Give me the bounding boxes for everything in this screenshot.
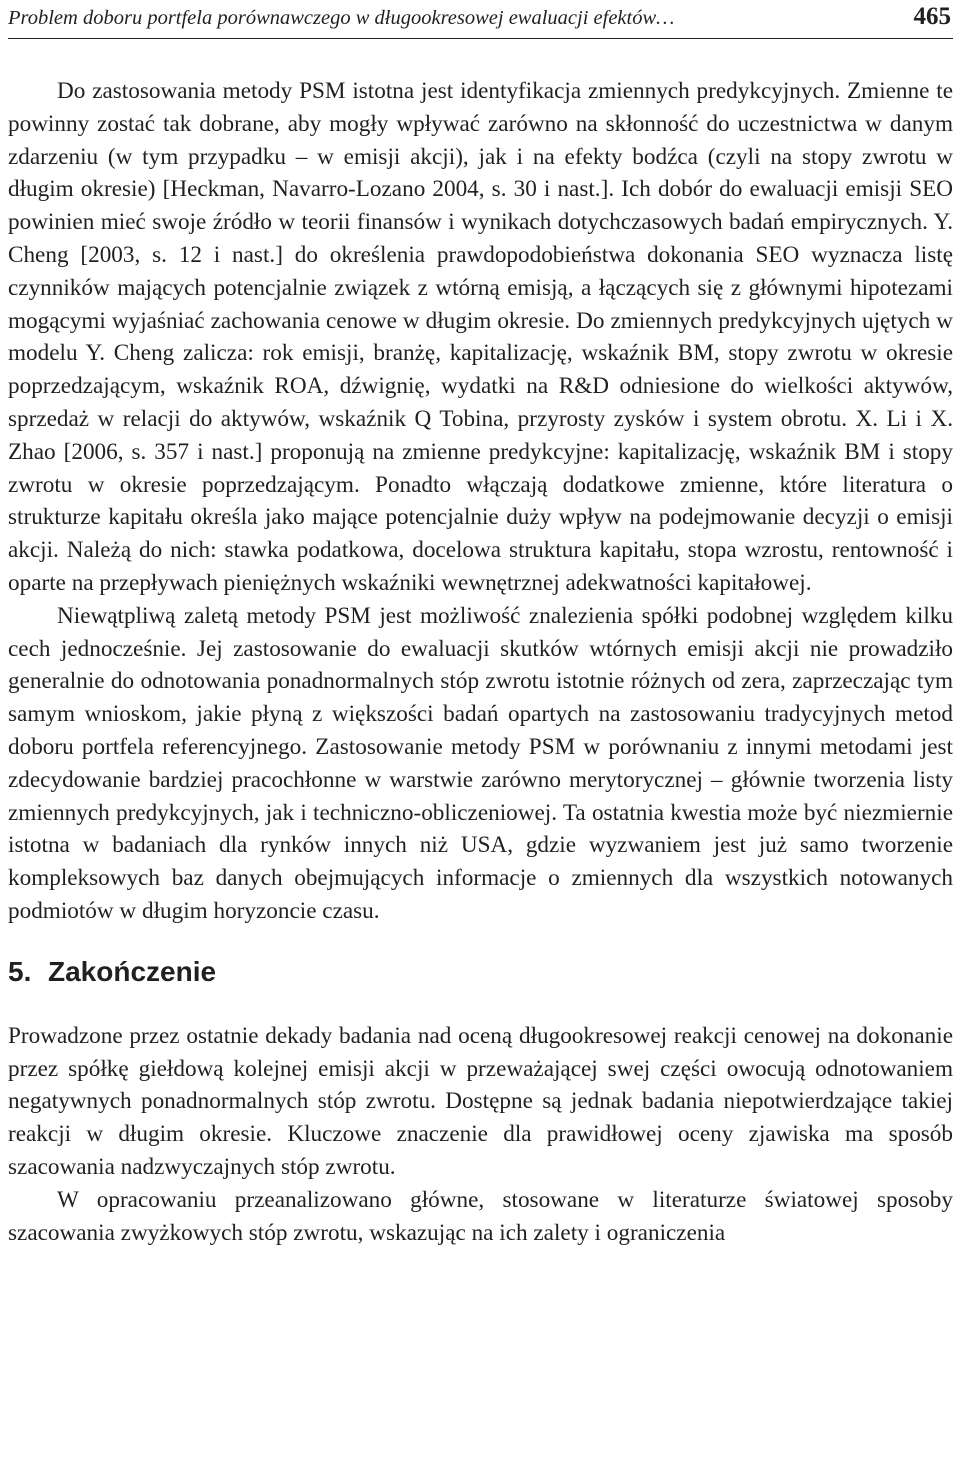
section-title: Zakończenie bbox=[48, 955, 217, 987]
body-paragraph-1: Do zastosowania metody PSM istotna jest identyfikacja zmiennych predykcyjnych. Zmienne te powinny zostać tak dobrane, aby mogły wpływać zarówno na skłonność do uczestnictwa w danym zdarzeniu (w tym przypadku – w emisji akcji), jak i na efekty bodźca (czyli na stopy zwrotu w długim okresie) [Heckman, Navarro-Lozano 2004, s. 30 i nast.]. Ich dobór do ewaluacji emisji SEO powinien mieć swoje źródło w teorii finansów i wynikach dotychczasowych badań empirycznych. Y. Cheng [2003, s. 12 i nast.] do określenia prawdopodobieństwa dokonania SEO wyznacza listę czynników mających potencjalnie związek z wtórną emisją, a łączących się z głównymi hipotezami mogącymi wyjaśniać zachowania cenowe w długim okresie. Do zmiennych predykcyjnych ujętych w modelu Y. Cheng zalicza: rok emisji, branżę, kapitalizację, wskaźnik BM, stopy zwrotu w okresie poprzedzającym, wskaźnik ROA, dźwignię, wydatki na R&D odniesione do wielkości aktywów, sprzedaż w relacji do aktywów, wskaźnik Q Tobina, przyrosty zysków i system obrotu. X. Li i X. Zhao [2006, s. 357 i nast.] proponują na zmienne predykcyjne: kapitalizację, wskaźnik BM i stopy zwrotu w okresie poprzedzającym. Ponadto włączają dodatkowe zmienne, które literatura o strukturze kapitału określa jako mające potencjalnie duży wpływ na podejmowanie decyzji o emisji akcji. Należą do nich: stawka podatkowa, docelowa struktura kapitału, stopa wzrostu, rentowność i oparte na przepływach pieniężnych wskaźniki wewnętrznej adekwatności kapitałowej. bbox=[8, 78, 953, 596]
section-number: 5. bbox=[8, 955, 32, 987]
body-paragraph-3: Prowadzone przez ostatnie dekady badania nad oceną długookresowej reakcji cenowej na dokonanie przez spółkę giełdową kolejnej emisji akcji w przeważającej swej części owocują odnotowaniem negatywnych ponadnormalnych stóp zwrotu. Dostępne są jednak badania niepotwierdzające takiej reakcji w długim okresie. Kluczowe znaczenie dla prawidłowej oceny zjawiska ma sposób szacowania nadzwyczajnych stóp zwrotu. bbox=[8, 1022, 953, 1180]
running-header bbox=[8, 0, 953, 39]
section-heading bbox=[8, 954, 953, 990]
document-page bbox=[8, 0, 953, 1249]
page-number: 465 bbox=[913, 3, 951, 30]
body-paragraph-4: W opracowaniu przeanalizowano główne, stosowane w literaturze światowej sposoby szacowania zwyżkowych stóp zwrotu, wskazując na ich zalety i ograniczenia bbox=[8, 1186, 953, 1246]
running-title: Problem doboru portfela porównawczego w długookresowej ewaluacji efektów… bbox=[8, 7, 675, 29]
body-paragraph-2: Niewątpliwą zaletą metody PSM jest możliwość znalezienia spółki podobnej względem kilku cech jednocześnie. Jej zastosowanie do ewaluacji skutków wtórnych emisji akcji nie prowadziło generalnie do odnotowania ponadnormalnych stóp zwrotu istotnie różnych od zera, zaprzeczając tym samym wnioskom, jakie płyną z większości badań opartych na zastosowaniu tradycyjnych metod doboru portfela referencyjnego. Zastosowanie metody PSM w porównaniu z innymi metodami jest zdecydowanie bardziej pracochłonne w warstwie zarówno merytorycznej – głównie tworzenia listy zmiennych predykcyjnych, jak i techniczno-obliczeniowej. Ta ostatnia kwestia może być niezmiernie istotna w badaniach dla rynków innych niż USA, gdzie wyzwaniem jest już samo tworzenie kompleksowych baz danych obejmujących informacje o zmiennych dla wszystkich notowanych podmiotów w długim horyzoncie czasu. bbox=[8, 602, 953, 924]
